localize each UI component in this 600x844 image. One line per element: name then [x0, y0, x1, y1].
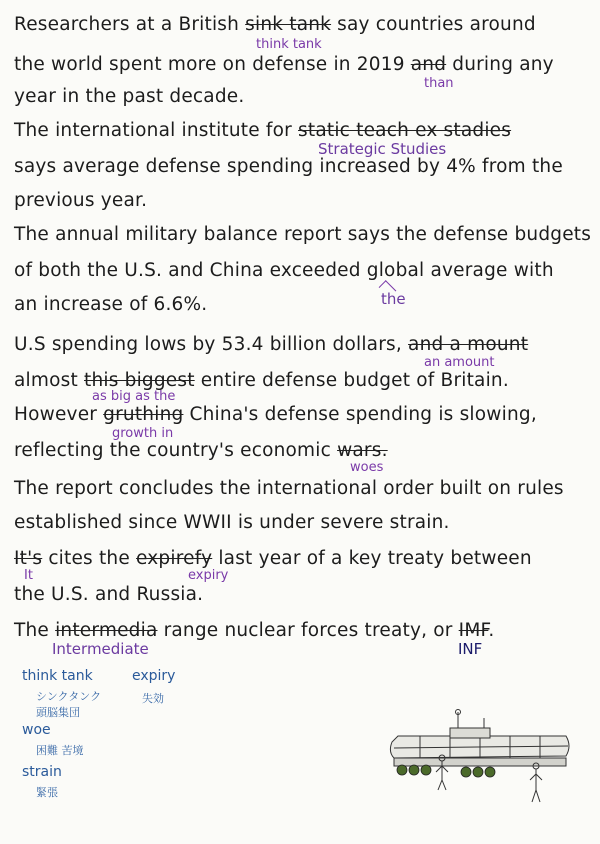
line-text: says average defense spending increased by 4% from the: [14, 156, 563, 177]
line-text: an increase of 6.6%.: [14, 294, 208, 315]
gloss-woe-kanji: 困難 苦境: [36, 744, 84, 757]
line-text: the world spent more on defense in 2019: [14, 54, 411, 75]
text-line-16: [14, 548, 532, 569]
struck-word: this biggest: [84, 370, 195, 391]
line-text: year in the past decade.: [14, 86, 245, 107]
line-text: say countries around: [331, 14, 536, 35]
line-text: The annual military balance report says the defense budgets: [14, 224, 592, 245]
struck-word: intermedia: [55, 620, 158, 641]
line-text: However: [14, 404, 104, 425]
gloss-think-tank-kanji: 頭脳集団: [36, 706, 80, 719]
line-text: The international institute for: [14, 120, 299, 141]
text-line-7: [14, 224, 591, 245]
correction-it: It: [24, 568, 33, 583]
line-text: previous year.: [14, 190, 148, 211]
text-line-3: [14, 86, 244, 107]
text-line-2: [14, 54, 554, 75]
correction-growth-in: growth in: [112, 426, 174, 441]
correction-as-big-as-the: as big as the: [92, 389, 176, 404]
struck-word: wars.: [337, 440, 388, 461]
line-text: Researchers at a British: [14, 14, 246, 35]
correction-woes: woes: [350, 460, 384, 475]
gloss-strain: strain: [22, 764, 62, 780]
line-text: the U.S. and Russia.: [14, 584, 204, 605]
correction-than: than: [424, 76, 454, 91]
gloss-expiry: expiry: [132, 668, 176, 684]
line-text: established since WWII is under severe strain.: [14, 512, 450, 533]
line-text: U.S spending lows by 53.4 billion dollars,: [14, 334, 409, 355]
correction-expiry: expiry: [188, 568, 229, 583]
text-line-13: [14, 440, 388, 461]
gloss-think-tank-katakana: シンクタンク: [36, 690, 102, 703]
line-text: .: [488, 620, 495, 641]
struck-word: static teach ex stadies: [298, 120, 512, 141]
text-line-15: [14, 512, 450, 533]
text-line-8: [14, 260, 554, 281]
struck-word: It's: [14, 548, 43, 569]
struck-word: and a mount: [408, 334, 529, 355]
line-text: China's defense spending is slowing,: [183, 404, 537, 425]
text-line-18: [14, 620, 494, 641]
struck-word: expirefy: [136, 548, 213, 569]
text-line-17: [14, 584, 203, 605]
gloss-expiry-kanji: 失効: [142, 692, 164, 705]
struck-word: gruthing: [103, 404, 184, 425]
text-line-4: [14, 120, 511, 141]
correction-the: the: [381, 290, 406, 308]
text-line-14: [14, 478, 564, 499]
line-text: The report concludes the international order built on rules: [14, 478, 564, 499]
line-text: cites the: [42, 548, 137, 569]
text-line-12: [14, 404, 537, 425]
text-line-9: [14, 294, 207, 315]
line-text: almost: [14, 370, 84, 391]
struck-word: and: [410, 54, 447, 75]
gloss-think-tank: think tank: [22, 668, 93, 684]
line-text: entire defense budget of Britain.: [194, 370, 509, 391]
text-line-5: [14, 156, 563, 177]
line-text: of both the U.S. and China exceeded global average with: [14, 260, 554, 281]
line-text: range nuclear forces treaty, or: [157, 620, 459, 641]
struck-word: IMF: [458, 620, 489, 641]
correction-strategic-studies: Strategic Studies: [318, 140, 447, 158]
text-line-6: [14, 190, 147, 211]
text-line-1: [14, 14, 536, 35]
line-text: last year of a key treaty between: [212, 548, 532, 569]
missile-launcher-sketch: [380, 708, 580, 828]
gloss-woe: woe: [22, 722, 51, 738]
text-line-10: [14, 334, 528, 355]
correction-intermediate: Intermediate: [52, 640, 149, 658]
correction-inf: INF: [458, 640, 483, 658]
line-text: during any: [446, 54, 554, 75]
correction-an-amount: an amount: [424, 355, 495, 370]
line-text: The: [14, 620, 56, 641]
text-line-11: [14, 370, 509, 391]
gloss-strain-kanji: 緊張: [36, 786, 58, 799]
line-text: reflecting the country's economic: [14, 440, 338, 461]
correction-think-tank: think tank: [256, 37, 322, 52]
struck-word: sink tank: [245, 14, 332, 35]
